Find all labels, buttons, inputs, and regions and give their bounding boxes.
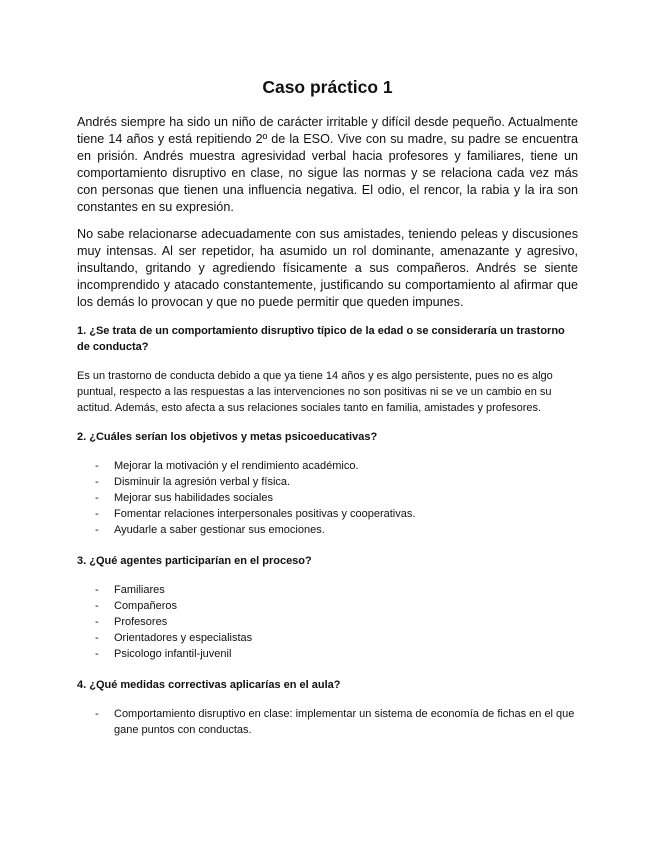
list-item [77,646,578,662]
list-item [77,474,578,490]
dash-bullet: - [95,632,99,644]
dash-bullet: - [95,600,99,612]
list-item-text: Mejorar la motivación y el rendimiento académico. [114,460,359,472]
page-title: Caso práctico 1 [262,77,393,97]
dash-bullet: - [95,476,99,488]
list-item-text: Fomentar relaciones interpersonales positivas y cooperativas. [114,508,416,520]
question-1-answer: Es un trastorno de conducta debido a que ya tiene 14 años y es algo persistente, pues no es algo puntual, respecto a las respuestas a las intervenciones no son positivas ni se ve un cambio en su actitud. Además, esto afecta a sus relaciones sociales tanto en familia, amistades y profesores. [77,370,553,414]
list-item-text: Profesores [114,616,168,628]
list-item [77,582,578,598]
question-4-heading: 4. ¿Qué medidas correctivas aplicarías en el aula? [77,679,341,691]
measures-list [77,706,578,738]
list-item-text: Orientadores y especialistas [114,632,253,644]
dash-bullet: - [95,508,99,520]
list-item-text: Psicologo infantil-juvenil [114,648,232,660]
list-item-text: Compañeros [114,600,177,612]
list-item [77,614,578,630]
list-item-text: Disminuir la agresión verbal y física. [114,476,291,488]
agents-list [77,582,578,662]
question-2-heading: 2. ¿Cuáles serían los objetivos y metas psicoeducativas? [77,431,378,443]
dash-bullet: - [95,492,99,504]
dash-bullet: - [95,584,99,596]
list-item-text: Comportamiento disruptivo en clase: implementar un sistema de economía de fichas en el que gane puntos con conductas. [114,708,575,736]
list-item [77,706,578,738]
question-3-heading: 3. ¿Qué agentes participarían en el proceso? [77,555,312,567]
paragraph-case-behavior: No sabe relacionarse adecuadamente con sus amistades, teniendo peleas y discusiones muy intensas. Al ser repetidor, ha asumido un rol dominante, amenazante y agresivo, insultando, gritando y agrediendo físicamente a sus compañeros. Andrés se siente incomprendido y atacado constantemente, justificando su comportamiento al afirmar que los demás lo provocan y que no puede permitir que queden impunes. [77,227,578,309]
list-item [77,630,578,646]
list-item-text: Familiares [114,584,165,596]
dash-bullet: - [95,460,99,472]
paragraph-case-intro: Andrés siempre ha sido un niño de carácter irritable y difícil desde pequeño. Actualmente tiene 14 años y está repitiendo 2º de la ESO. Vive con su madre, su padre se encuentra en prisión. Andrés muestra agresividad verbal hacia profesores y familiares, tiene un comportamiento disruptivo en clase, no sigue las normas y se relaciona cada vez más con personas que tienen una influencia negativa. El odio, el rencor, la rabia y la ira son constantes en su expresión. [77,115,578,214]
question-1-heading: 1. ¿Se trata de un comportamiento disruptivo típico de la edad o se consideraría un trastorno de conducta? [77,325,565,353]
list-item [77,458,578,474]
list-item [77,598,578,614]
list-item [77,490,578,506]
dash-bullet: - [95,708,99,720]
dash-bullet: - [95,616,99,628]
list-item [77,506,578,522]
dash-bullet: - [95,648,99,660]
list-item-text: Ayudarle a saber gestionar sus emociones. [114,524,325,536]
list-item [77,522,578,538]
dash-bullet: - [95,524,99,536]
list-item-text: Mejorar sus habilidades sociales [114,492,273,504]
objectives-list [77,458,578,538]
